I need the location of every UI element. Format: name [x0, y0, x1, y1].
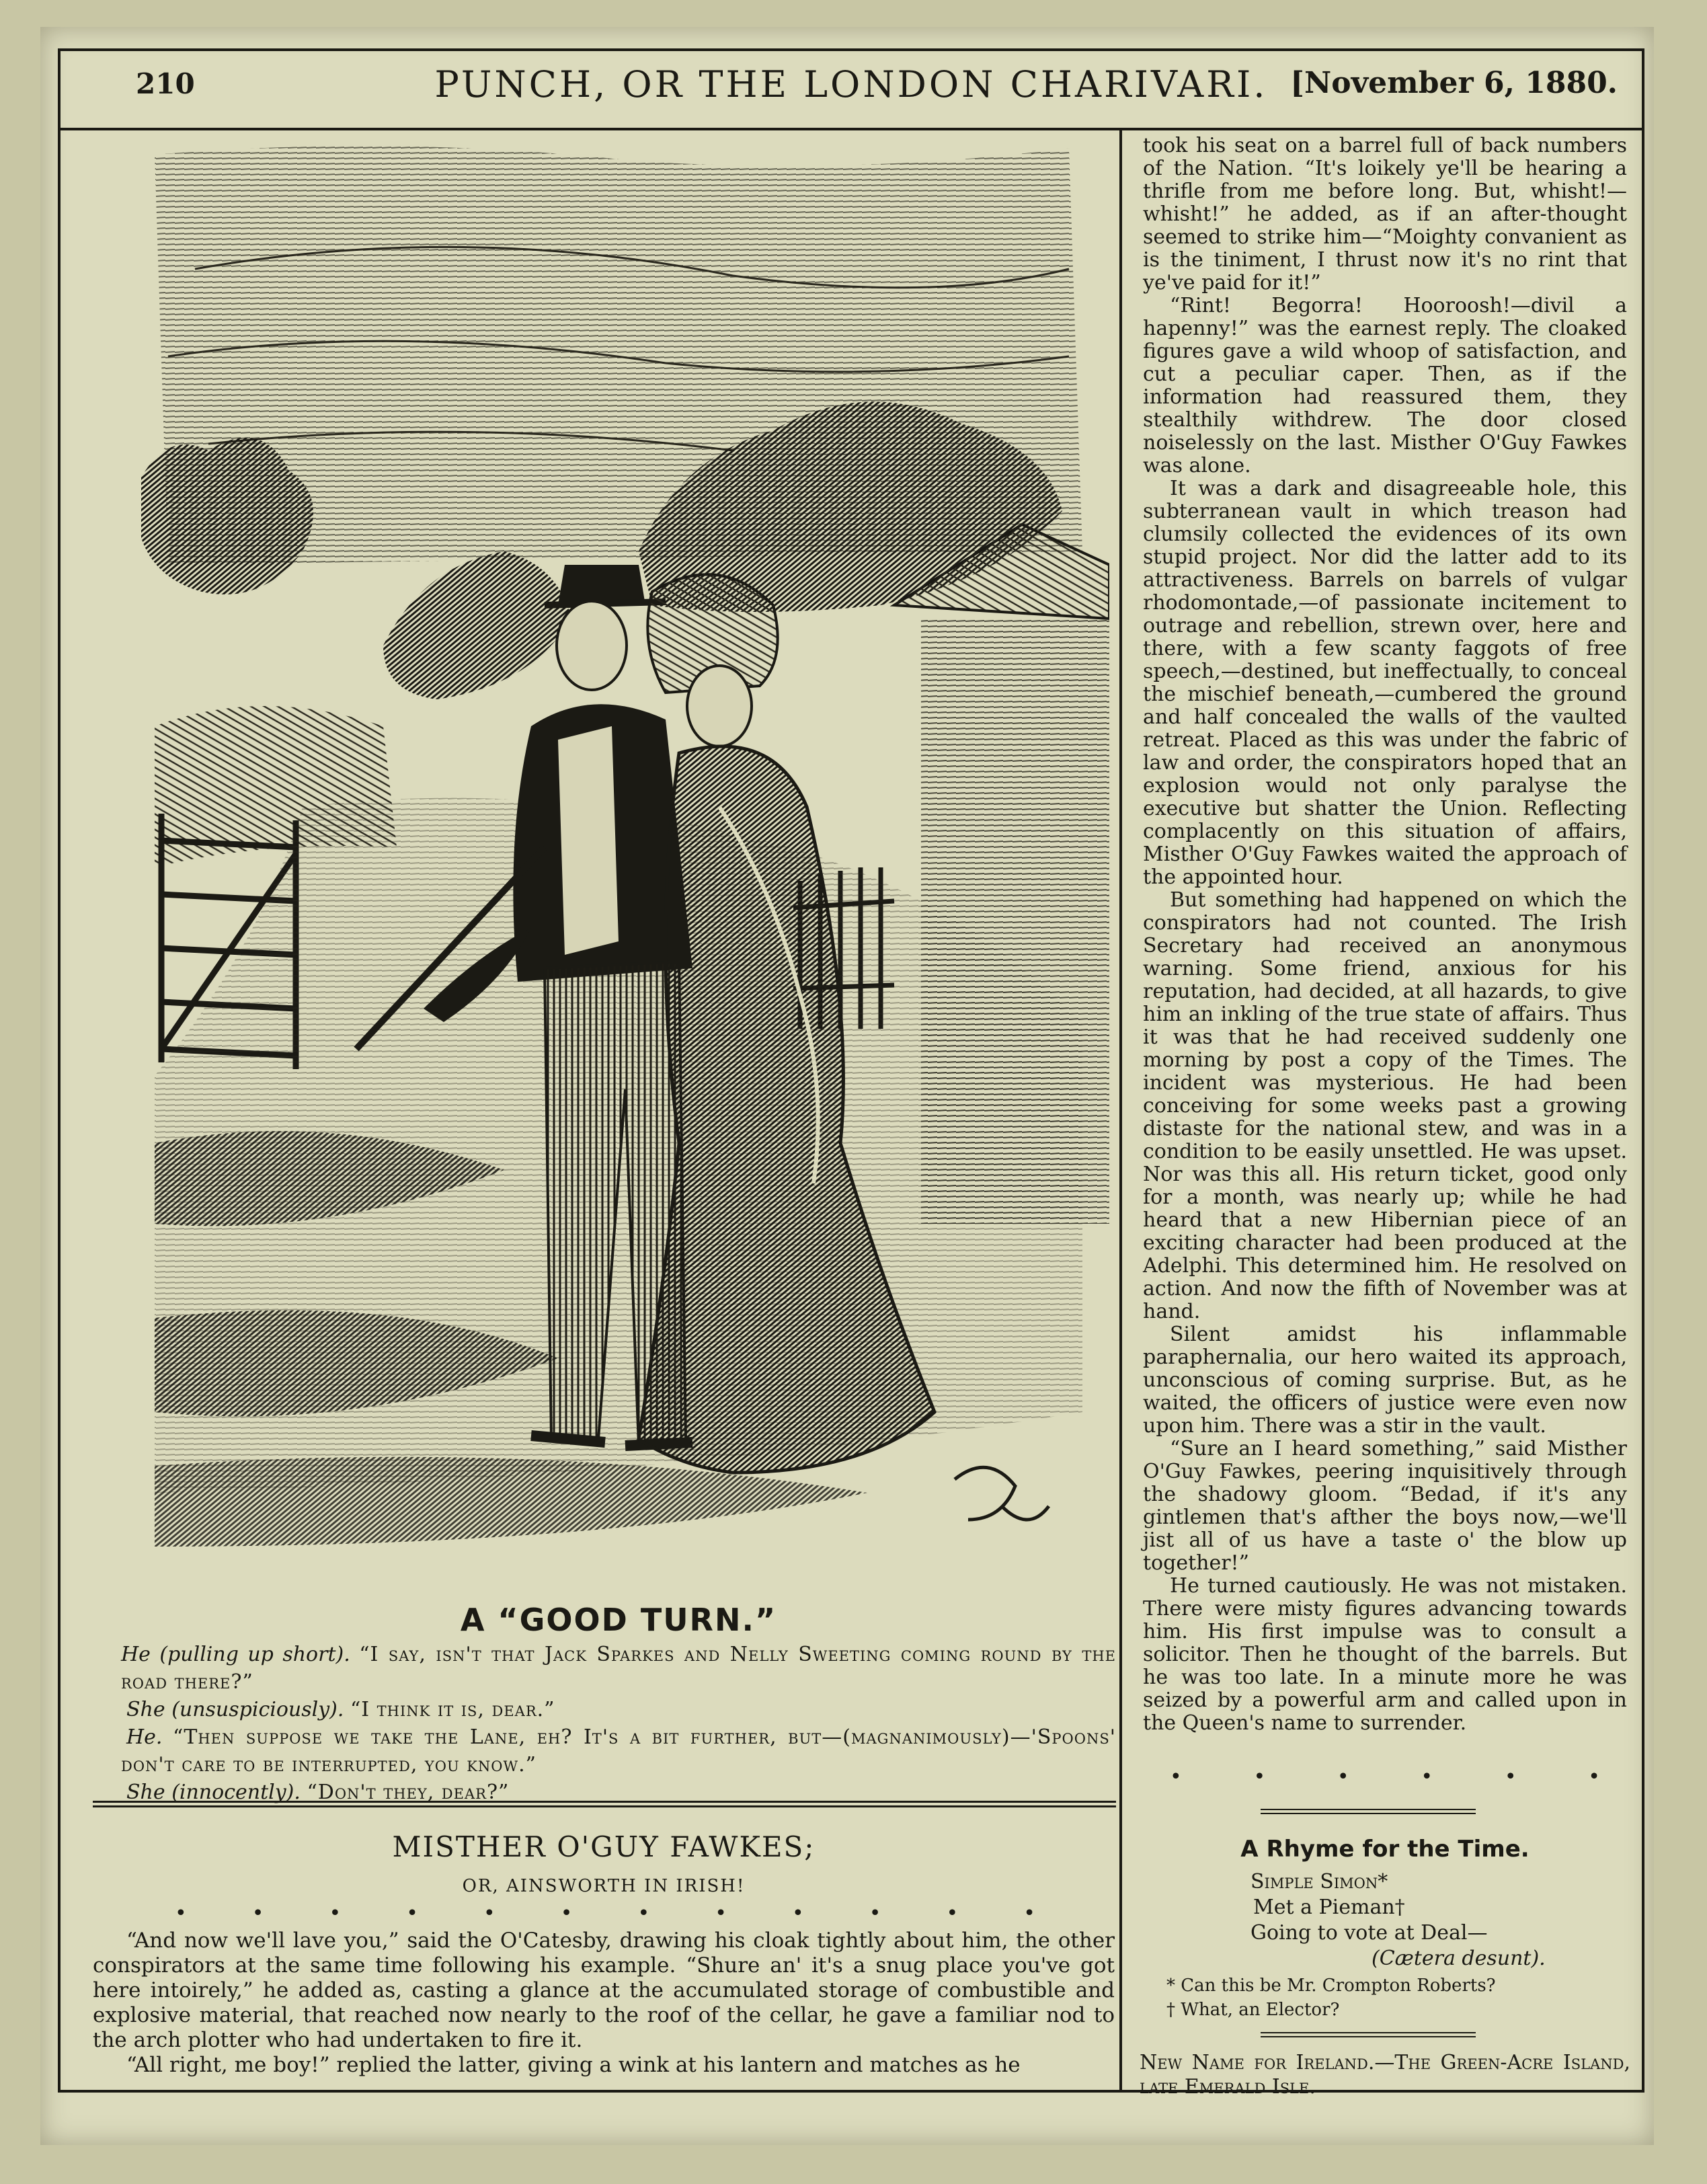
rhyme-footnotes [1166, 1974, 1496, 2022]
dialogue-line [121, 1641, 1116, 1696]
new-name-paragraph: New Name for Ireland.—The Green-Acre Island, late Emerald Isle. [1140, 2051, 1630, 2099]
story-paragraph: took his seat on a barrel full of back numbers of the Nation. “It's loikely ye'll be hearing a thrifle from me before long. But, whisht!—whisht!” he added, as if an after-thought seemed to strike him—“Moighty convanient as is the tiniment, I thrust now it's no rint that ye've paid for it!” [1143, 134, 1627, 295]
story-paragraph: But something had happened on which the conspirators had not counted. The Irish Secretary had received an anonymous warning. Some friend, anxious for his reputation, had decided, at all hazards, to give him an inkling of the true state of affairs. Thus it was that he had received suddenly one morning by post a copy of the Times. The incident was mysterious. He had been conceiving for some weeks past a growing distaste for the national stew, and was in a condition to be easily unsettled. He was upset. Nor was this all. His return ticket, good only for a month, was nearly up; while he had heard that a new Hibernian piece of an exciting character had been produced at the Adelphi. This determined him. He resolved on action. And now the fifth of November was at hand. [1143, 888, 1627, 1323]
story-title: MISTHER O'GUY FAWKES; [392, 1830, 816, 1863]
stage-direction: (pulling up short). [159, 1643, 350, 1666]
footnote: † What, an Elector? [1166, 2000, 1340, 2020]
ornament-dots: • • • • • • [1170, 1765, 1600, 1789]
story-subtitle: OR, AINSWORTH IN IRISH! [462, 1876, 746, 1896]
stage-direction: (innocently). [171, 1781, 301, 1804]
cartoon-title: A “GOOD TURN.” [460, 1602, 777, 1638]
story-paragraph: “All right, me boy!” replied the latter, giving a wink at his lantern and matches as he [126, 2053, 1021, 2077]
rhyme-verse [1251, 1869, 1546, 1972]
dialogue-text: “Don't they, dear?” [307, 1781, 510, 1804]
short-divider [1261, 1809, 1476, 1814]
section-divider [93, 1801, 1116, 1807]
story-paragraph: Silent amidst his inflammable paraphernalia, our hero waited its approach, unconscious of coming surprise. But, as he waited, the officers of justice were even now upon him. There was a stir in the vault. [1143, 1323, 1627, 1438]
story-paragraph: It was a dark and disagreeable hole, this subterranean vault in which treason had clumsily collected the evidences of its own stupid project. Nor did the latter add to its attractiveness. Barrels on barrels of vulgar rhodomontade,—of passionate incitement to outrage and rebellion, strewn over, here and there, with a few scanty faggots of free speech,—destined, but ineffectually, to conceal the mischief beneath,—cumbered the ground and half concealed the walls of the vaulted retreat. Placed as this was under the fabric of law and order, the conspirators hoped that an explosion would not only paralyse the executive but shatter the Union. Reflecting complacently on this situation of affairs, Misther O'Guy Fawkes waited the approach of the appointed hour. [1143, 477, 1627, 889]
page-number: 210 [136, 67, 195, 100]
rhyme-line: Going to vote at Deal— [1251, 1921, 1488, 1945]
dialogue-line [121, 1723, 1116, 1779]
speaker: He. [126, 1725, 163, 1749]
dialogue-text: “I say, isn't that Jack Sparkes and Nelly Sweeting coming round by the road there?” [121, 1643, 1116, 1694]
story-continuation [1143, 134, 1627, 1735]
masthead: PUNCH, OR THE LONDON CHARIVARI. [434, 63, 1268, 106]
cartoon-illustration [128, 134, 1109, 1587]
cartoon-dialogue [121, 1641, 1116, 1806]
short-divider [1261, 2032, 1476, 2037]
page-header [58, 48, 1644, 130]
rhyme-line: Simple Simon* [1251, 1870, 1388, 1894]
speaker: She [126, 1781, 165, 1804]
story-body [93, 1928, 1115, 2078]
dialogue-text: “I think it is, dear.” [350, 1698, 555, 1721]
ornament-dots: • • • • • • • • • • • • [175, 1902, 1035, 1925]
speaker: He [121, 1643, 151, 1666]
speaker: She [126, 1698, 165, 1721]
story-paragraph: “And now we'll lave you,” said the O'Catesby, drawing his cloak tightly about him, the other conspirators at the same time following his example. “Shure an' it's a snug place you've got here intoirely,” he added as, casting a glance at the accumulated storage of combustible and explosive material, that reached now nearly to the roof of the cellar, he gave a familiar nod to the arch plotter who had undertaken to fire it. [93, 1928, 1115, 2052]
story-paragraph: “Rint! Begorra! Hooroosh!—divil a hapenny!” was the earnest reply. The cloaked figures gave a wild whoop of satisfaction, and cut a peculiar caper. Then, as if the information had reassured them, they stealthily withdrew. The door closed noiselessly on the last. Misther O'Guy Fawkes was alone. [1143, 294, 1627, 477]
rhyme-desunt: (Cætera desunt). [1372, 1947, 1546, 1970]
story-paragraph: “Sure an I heard something,” said Misther O'Guy Fawkes, peering inquisitively through the shadowy gloom. “Bedad, if it's any gintlemen that's afther the boys now,—we'll jist all of us have a taste o' the blow up together!” [1143, 1437, 1627, 1575]
column-rule [1119, 130, 1122, 2093]
stage-direction: (unsuspiciously). [171, 1698, 344, 1721]
footnote: * Can this be Mr. Crompton Roberts? [1166, 1976, 1496, 1996]
issue-date: [November 6, 1880. [1290, 66, 1618, 100]
story-paragraph: He turned cautiously. He was not mistaken. There were misty figures advancing towards him. His first impulse was to consult a solicitor. Then he thought of the barrels. But he was too late. In a minute more he was seized by a powerful arm and called upon in the Queen's name to surrender. [1143, 1574, 1627, 1735]
dialogue-line [121, 1696, 1116, 1723]
dialogue-text: “Then suppose we take the Lane, eh? It's a bit further, but—(magnanimously)—'Spoons' don't care to be interrupted, you know.” [121, 1725, 1116, 1777]
rhyme-line: Met a Pieman† [1253, 1896, 1405, 1919]
rhyme-title: A Rhyme for the Time. [1240, 1836, 1530, 1863]
